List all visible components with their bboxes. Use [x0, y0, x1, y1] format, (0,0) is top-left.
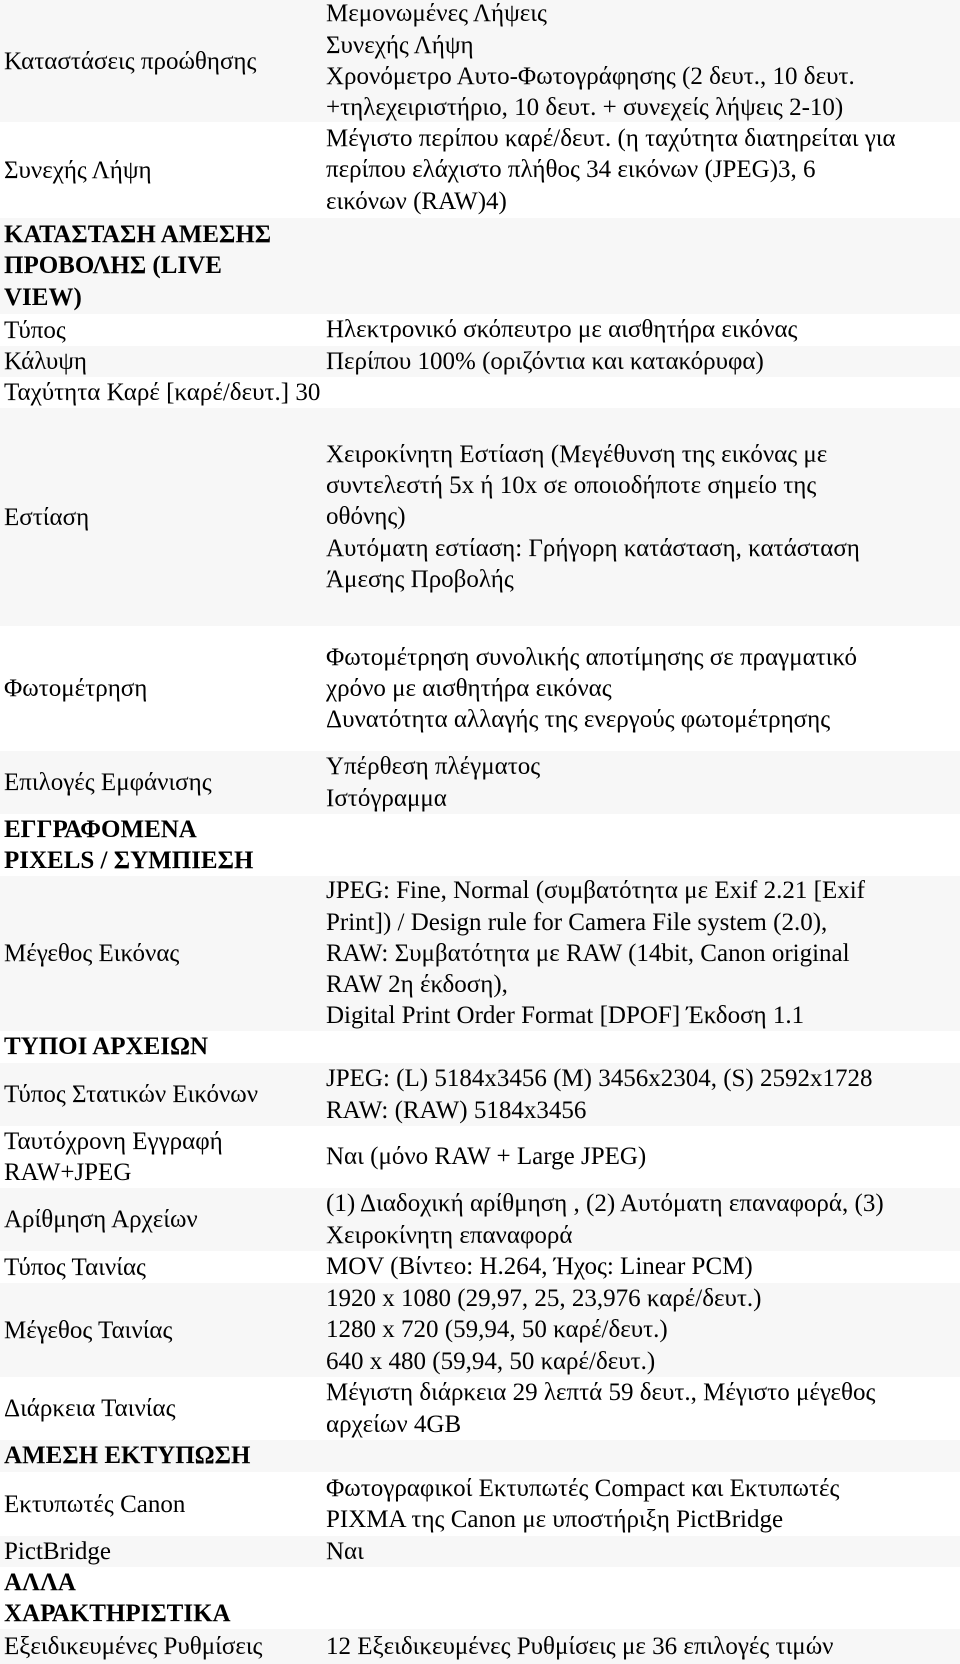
spec-row [0, 1377, 960, 1440]
spec-label: Μέγεθος Εικόνας [4, 940, 180, 967]
section-title: ΑΜΕΣΗ ΕΚΤΥΠΩΣΗ [4, 1442, 251, 1470]
spec-value: JPEG: Fine, Normal (συμβατότητα με Exif 2.21 [Exif Print]) / Design rule for Camera File system (2.0), RAW: Συμβατότητα με RAW (14bit, Canon original RAW 2η έκδοση), Digital Print Order Format [DPOF] Έκδοση 1.1 [326, 877, 865, 1030]
spec-value: 1920 x 1080 (29,97, 25, 23,976 καρέ/δευτ.) 1280 x 720 (59,94, 50 καρέ/δευτ.) 640 x 480 (59,94, 50 καρέ/δευτ.) [326, 1285, 762, 1375]
spec-value: Μέγιστο περίπου καρέ/δευτ. (η ταχύτητα διατηρείται για περίπου ελάχιστο πλήθος 34 εικόνων (JPEG)3, 6 εικόνων (RAW)4) [326, 125, 896, 215]
spec-value: 12 Εξειδικευμένες Ρυθμίσεις με 36 επιλογές τιμών [326, 1632, 834, 1660]
spec-row [0, 1188, 960, 1251]
section-title: ΤΥΠΟΙ ΑΡΧΕΙΩΝ [4, 1033, 209, 1061]
spec-row [0, 1472, 960, 1536]
spec-value: JPEG: (L) 5184x3456 (M) 3456x2304, (S) 2592x1728 RAW: (RAW) 5184x3456 [326, 1065, 873, 1124]
spec-label: Ταυτόχρονη Εγγραφή RAW+JPEG [4, 1128, 223, 1186]
spec-label: Αρίθμηση Αρχείων [4, 1206, 198, 1233]
spec-row [0, 876, 960, 1031]
spec-value: Φωτογραφικοί Εκτυπωτές Compact και Εκτυπωτές PIXMA της Canon με υποστήριξη PictBridge [326, 1474, 840, 1533]
section-header-row [0, 814, 960, 876]
spec-row [0, 0, 960, 122]
spec-row [0, 626, 960, 751]
spec-label: Εστίαση [4, 503, 90, 531]
spec-row [0, 1283, 960, 1377]
section-title: ΕΓΓΡΑΦΟΜΕΝΑ PIXELS / ΣΥΜΠΙΕΣΗ [4, 815, 254, 874]
spec-value: MOV (Βίντεο: H.264, Ήχος: Linear PCM) [326, 1253, 753, 1281]
spec-row [0, 1536, 960, 1567]
spec-label: Τύπος Ταινίας [4, 1253, 146, 1281]
section-header-row [0, 1440, 960, 1472]
spec-value: Ναι (μόνο RAW + Large JPEG) [326, 1143, 647, 1171]
spec-label: Καταστάσεις προώθησης [4, 47, 257, 75]
spec-row [0, 122, 960, 218]
spec-label: Επιλογές Εμφάνισης [4, 769, 212, 796]
section-title: ΚΑΤΑΣΤΑΣΗ ΑΜΕΣΗΣ ΠΡΟΒΟΛΗΣ (LIVE VIEW) [4, 221, 272, 311]
spec-label: Τύπος Στατικών Εικόνων [4, 1081, 259, 1108]
spec-row [0, 1629, 960, 1664]
spec-label: Διάρκεια Ταινίας [4, 1395, 176, 1422]
spec-label: Ταχύτητα Καρέ [καρέ/δευτ.] 30 [4, 379, 321, 406]
spec-label: Εκτυπωτές Canon [4, 1490, 186, 1518]
spec-label: Φωτομέτρηση [4, 675, 148, 702]
spec-value: Φωτομέτρηση συνολικής αποτίμησης σε πραγματικό χρόνο με αισθητήρα εικόνας Δυνατότητα αλλαγής της ενεργούς φωτομέτρησης [326, 643, 858, 734]
spec-label: Εξειδικευμένες Ρυθμίσεις [4, 1633, 263, 1660]
spec-row [0, 1063, 960, 1126]
spec-label: Μέγεθος Ταινίας [4, 1316, 173, 1344]
spec-value: (1) Διαδοχική αρίθμηση , (2) Αυτόματη επαναφορά, (3) Χειροκίνητη επαναφορά [326, 1190, 884, 1249]
spec-label: Συνεχής Λήψη [4, 156, 152, 184]
spec-row [0, 751, 960, 814]
spec-row [0, 377, 960, 408]
section-header-row [0, 1031, 960, 1063]
spec-label: PictBridge [4, 1538, 111, 1565]
spec-value: Περίπου 100% (οριζόντια και κατακόρυφα) [326, 347, 764, 375]
spec-label: Κάλυψη [4, 348, 87, 375]
spec-value: Μέγιστη διάρκεια 29 λεπτά 59 δευτ., Μέγιστο μέγεθος αρχείων 4GB [326, 1379, 876, 1438]
spec-row [0, 1251, 960, 1283]
spec-value: Ηλεκτρονικό σκόπευτρο με αισθητήρα εικόνας [326, 316, 798, 344]
spec-row [0, 346, 960, 377]
spec-row [0, 408, 960, 626]
section-header-row [0, 218, 960, 314]
section-title: ΑΛΛΑ ΧΑΡΑΚΤΗΡΙΣΤΙΚΑ [4, 1568, 231, 1627]
spec-value: Μεμονωμένες Λήψεις Συνεχής Λήψη Χρονόμετρο Αυτο-Φωτογράφησης (2 δευτ., 10 δευτ. +τηλεχειριστήριο, 10 δευτ. + συνεχείς λήψεις 2-10) [326, 0, 855, 122]
spec-value: Υπέρθεση πλέγματος Ιστόγραμμα [326, 753, 541, 812]
spec-row [0, 1126, 960, 1188]
spec-row [0, 314, 960, 346]
spec-value: Χειροκίνητη Εστίαση (Μεγέθυνση της εικόνας με συντελεστή 5x ή 10x σε οποιοδήποτε σημείο της οθόνης) Αυτόματη εστίαση: Γρήγορη κατάσταση, κατάσταση Άμεσης Προβολής [326, 440, 860, 593]
spec-value: Ναι [326, 1537, 364, 1565]
section-header-row [0, 1567, 960, 1629]
spec-label: Τύπος [4, 316, 66, 344]
